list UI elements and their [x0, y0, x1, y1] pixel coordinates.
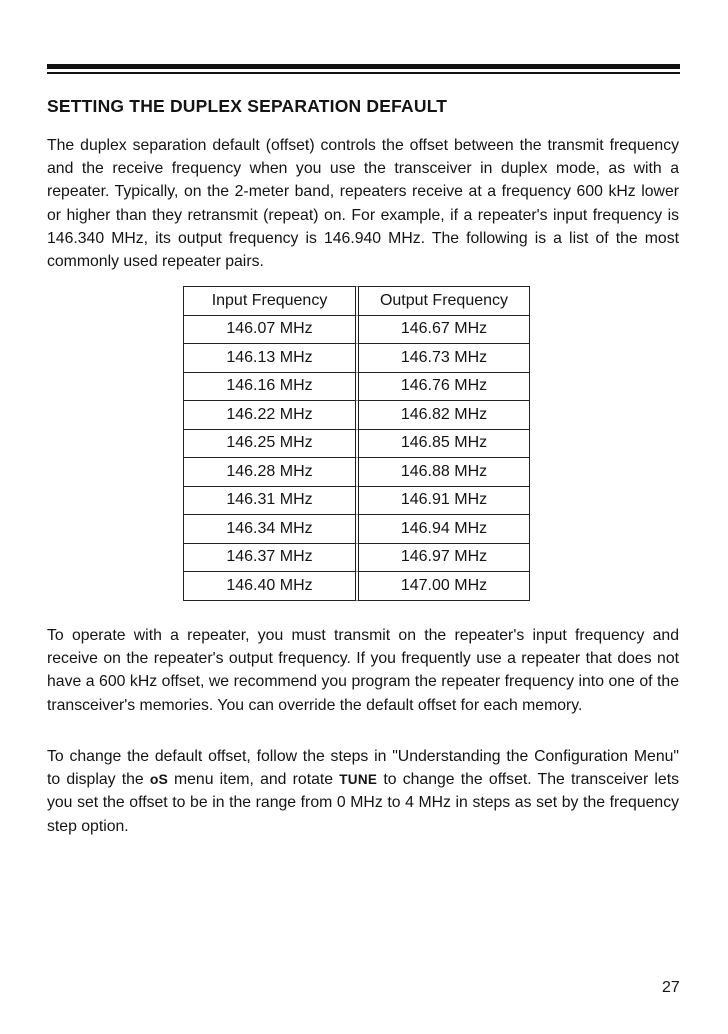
table-row: [183, 344, 530, 373]
change-text-part3: to change the offset. The transceiver lets you set the offset to be in the range from 0 MHz to 4 MHz in steps as set by the frequency step option.: [47, 771, 679, 835]
output-frequency-cell: 146.73 MHz: [355, 344, 530, 373]
input-frequency-header: Input Frequency: [183, 286, 355, 316]
header-rule-thin: [47, 72, 680, 74]
page-number: 27: [662, 979, 680, 996]
input-frequency-cell: 146.22 MHz: [183, 401, 355, 430]
output-frequency-cell: 146.76 MHz: [355, 373, 530, 402]
output-frequency-header: Output Frequency: [355, 286, 530, 316]
output-frequency-cell: 147.00 MHz: [355, 572, 530, 601]
input-frequency-cell: 146.16 MHz: [183, 373, 355, 402]
input-frequency-cell: 146.25 MHz: [183, 430, 355, 459]
input-frequency-cell: 146.13 MHz: [183, 344, 355, 373]
intro-paragraph: The duplex separation default (offset) controls the offset between the transmit frequency and the receive frequency when you use the transceiver in duplex mode, as with a repeater. Typically, on the 2-meter band, repeaters receive at a frequency 600 kHz lower or higher than they retransmit (repeat) on. For example, if a repeater's input frequency is 146.340 MHz, its output frequency is 146.940 MHz. The following is a list of the most commonly used repeater pairs.: [47, 137, 679, 271]
table-row: [183, 515, 530, 544]
section-heading: SETTING THE DUPLEX SEPARATION DEFAULT: [47, 96, 448, 116]
input-frequency-cell: 146.31 MHz: [183, 487, 355, 516]
input-frequency-cell: 146.28 MHz: [183, 458, 355, 487]
output-frequency-cell: 146.94 MHz: [355, 515, 530, 544]
table-row: [183, 373, 530, 402]
header-rule-thick: [47, 64, 680, 69]
table-row: [183, 316, 530, 345]
table-row: [183, 572, 530, 601]
input-frequency-cell: 146.40 MHz: [183, 572, 355, 601]
change-offset-paragraph: [47, 745, 679, 838]
output-frequency-cell: 146.97 MHz: [355, 544, 530, 573]
change-text-part1: To change the default offset, follow the steps in "Understanding the Configuration Menu" to display the: [47, 748, 679, 789]
table-header-row: [183, 286, 530, 316]
tune-control-label: TUNE: [339, 772, 378, 788]
table-row: [183, 487, 530, 516]
table-row: [183, 430, 530, 459]
output-frequency-cell: 146.85 MHz: [355, 430, 530, 459]
repeater-pairs-table: [183, 286, 530, 601]
operate-paragraph: To operate with a repeater, you must transmit on the repeater's input frequency and receive on the repeater's output frequency. If you frequently use a repeater that does not have a 600 kHz offset, we recommend you program the repeater frequency into one of the transceiver's memories. You can override the default offset for each memory.: [47, 627, 679, 714]
output-frequency-cell: 146.67 MHz: [355, 316, 530, 345]
os-menu-item-symbol: oS: [149, 771, 168, 788]
input-frequency-cell: 146.37 MHz: [183, 544, 355, 573]
table-row: [183, 458, 530, 487]
output-frequency-cell: 146.82 MHz: [355, 401, 530, 430]
input-frequency-cell: 146.07 MHz: [183, 316, 355, 345]
table-row: [183, 401, 530, 430]
change-text-part2: menu item, and rotate: [167, 771, 340, 789]
output-frequency-cell: 146.91 MHz: [355, 487, 530, 516]
output-frequency-cell: 146.88 MHz: [355, 458, 530, 487]
input-frequency-cell: 146.34 MHz: [183, 515, 355, 544]
table-row: [183, 544, 530, 573]
